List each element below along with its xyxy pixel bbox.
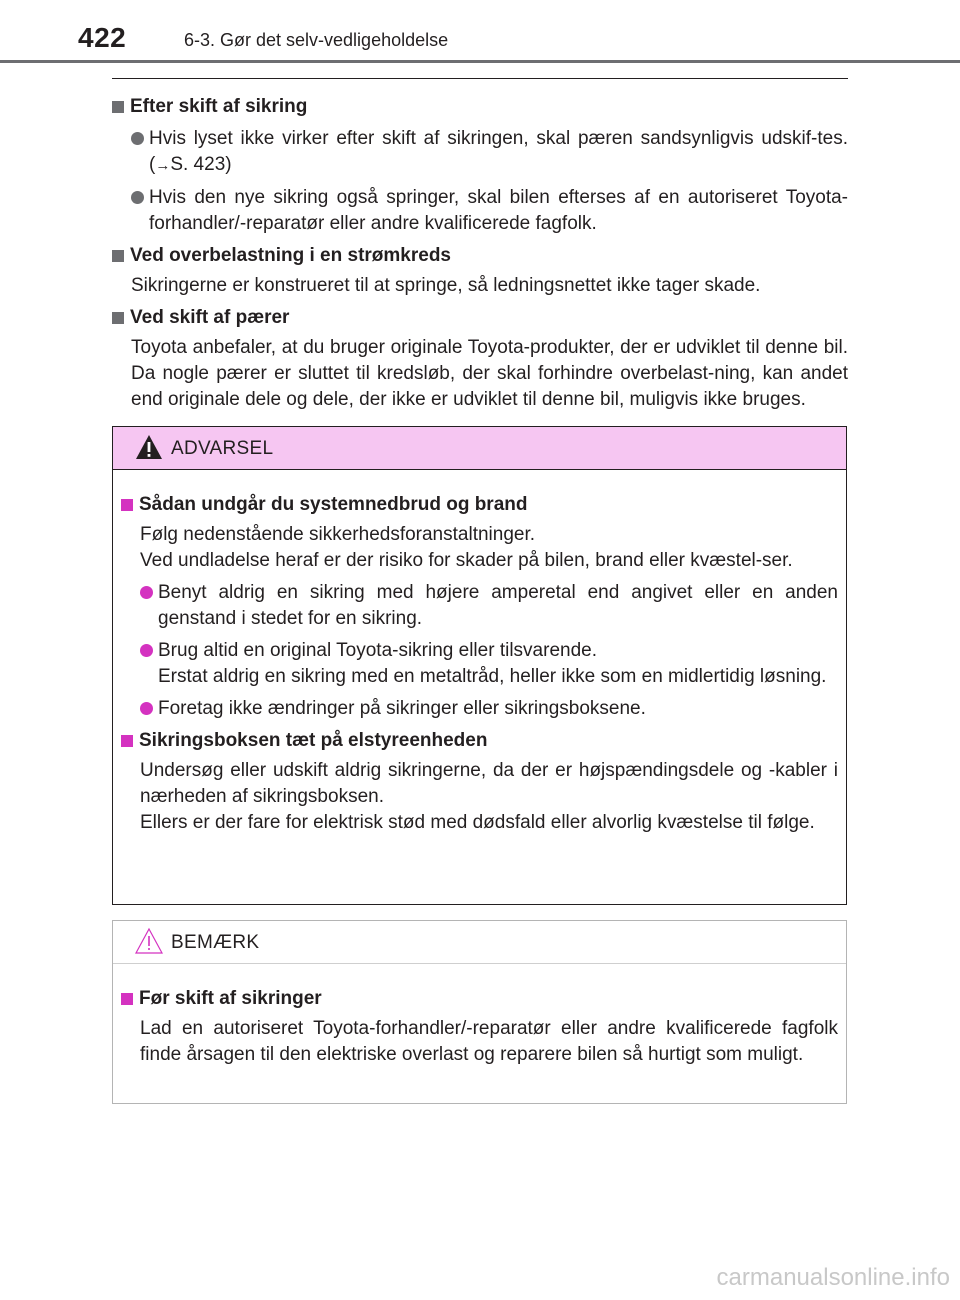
chapter-title: 6-3. Gør det selv-vedligeholdelse [184, 30, 449, 50]
bullet-item: Hvis den nye sikring også springer, skal bilen efterses af en autoriseret Toyota-forhandler/-reparatør eller andre kvalificerede fagfolk. [112, 185, 848, 237]
square-bullet-icon [112, 312, 124, 324]
square-bullet-icon [112, 250, 124, 262]
circle-bullet-icon [140, 702, 153, 715]
warning-triangle-icon [135, 433, 163, 461]
notice-header [113, 921, 846, 964]
circle-bullet-icon [131, 132, 144, 145]
warning-body [113, 470, 846, 836]
warning-box [112, 426, 847, 905]
bullet-item: Hvis lyset ikke virker efter skift af sikringen, skal pæren sandsynligvis udskif-tes. (→S. 423) [112, 126, 848, 179]
section-heading: Ved overbelastning i en strømkreds [112, 243, 848, 269]
notice-body [113, 964, 846, 1068]
square-bullet-icon [112, 101, 124, 113]
main-content [112, 88, 848, 413]
section-heading: Efter skift af sikring [112, 94, 848, 120]
paragraph: Sikringerne er konstrueret til at springe, så ledningsnettet ikke tager skade. [131, 275, 761, 296]
page-header [0, 0, 960, 62]
caution-triangle-icon [135, 927, 163, 955]
header-rule [0, 60, 960, 63]
section-rule [112, 78, 848, 79]
square-bullet-icon [121, 993, 133, 1005]
notice-title: BEMÆRK [171, 932, 260, 953]
section-heading: Ved skift af pærer [112, 305, 848, 331]
notice-box [112, 920, 847, 1104]
arrow-icon: → [155, 157, 171, 174]
paragraph: Lad en autoriseret Toyota-forhandler/-reparatør eller andre kvalificerede fagfolk finde årsagen til den elektriske overlast og reparere bilen så hurtigt som muligt. [140, 1018, 838, 1065]
warning-heading: Sådan undgår du systemnedbrud og brand [121, 492, 838, 518]
notice-heading: Før skift af sikringer [121, 986, 838, 1012]
page-number: 422 [78, 22, 127, 53]
warning-header [113, 427, 846, 470]
circle-bullet-icon [140, 644, 153, 657]
bullet-item: Benyt aldrig en sikring med højere amperetal end angivet eller en anden genstand i stedet for en sikring. [121, 580, 838, 632]
warning-heading: Sikringsboksen tæt på elstyreenheden [121, 728, 838, 754]
square-bullet-icon [121, 735, 133, 747]
paragraph: Følg nedenstående sikkerhedsforanstaltninger. Ved undladelse heraf er der risiko for skader på bilen, brand eller kvæstel-ser. [140, 524, 793, 571]
square-bullet-icon [121, 499, 133, 511]
paragraph: Toyota anbefaler, at du bruger originale Toyota-produkter, der er udviklet til denne bil. Da nogle pærer er sluttet til kredsløb, der skal forhindre overbelast-ning, kan andet end originale dele og dele, der ikke er udviklet til denne bil, muligvis ikke bruges. [131, 337, 848, 410]
paragraph: Undersøg eller udskift aldrig sikringerne, da der er højspændingsdele og -kabler i nærheden af sikringsboksen. Ellers er der fare for elektrisk stød med dødsfald eller alvorlig kvæstelse til følge. [140, 760, 838, 833]
circle-bullet-icon [140, 586, 153, 599]
warning-title: ADVARSEL [171, 438, 274, 459]
watermark: carmanualsonline.info [716, 1264, 950, 1291]
circle-bullet-icon [131, 191, 144, 204]
bullet-item: Foretag ikke ændringer på sikringer eller sikringsboksene. [121, 696, 838, 722]
bullet-item: Brug altid en original Toyota-sikring eller tilsvarende. Erstat aldrig en sikring med en metaltråd, heller ikke som en midlertidig løsning. [121, 638, 838, 690]
page-reference-link[interactable]: S. 423) [170, 154, 232, 175]
